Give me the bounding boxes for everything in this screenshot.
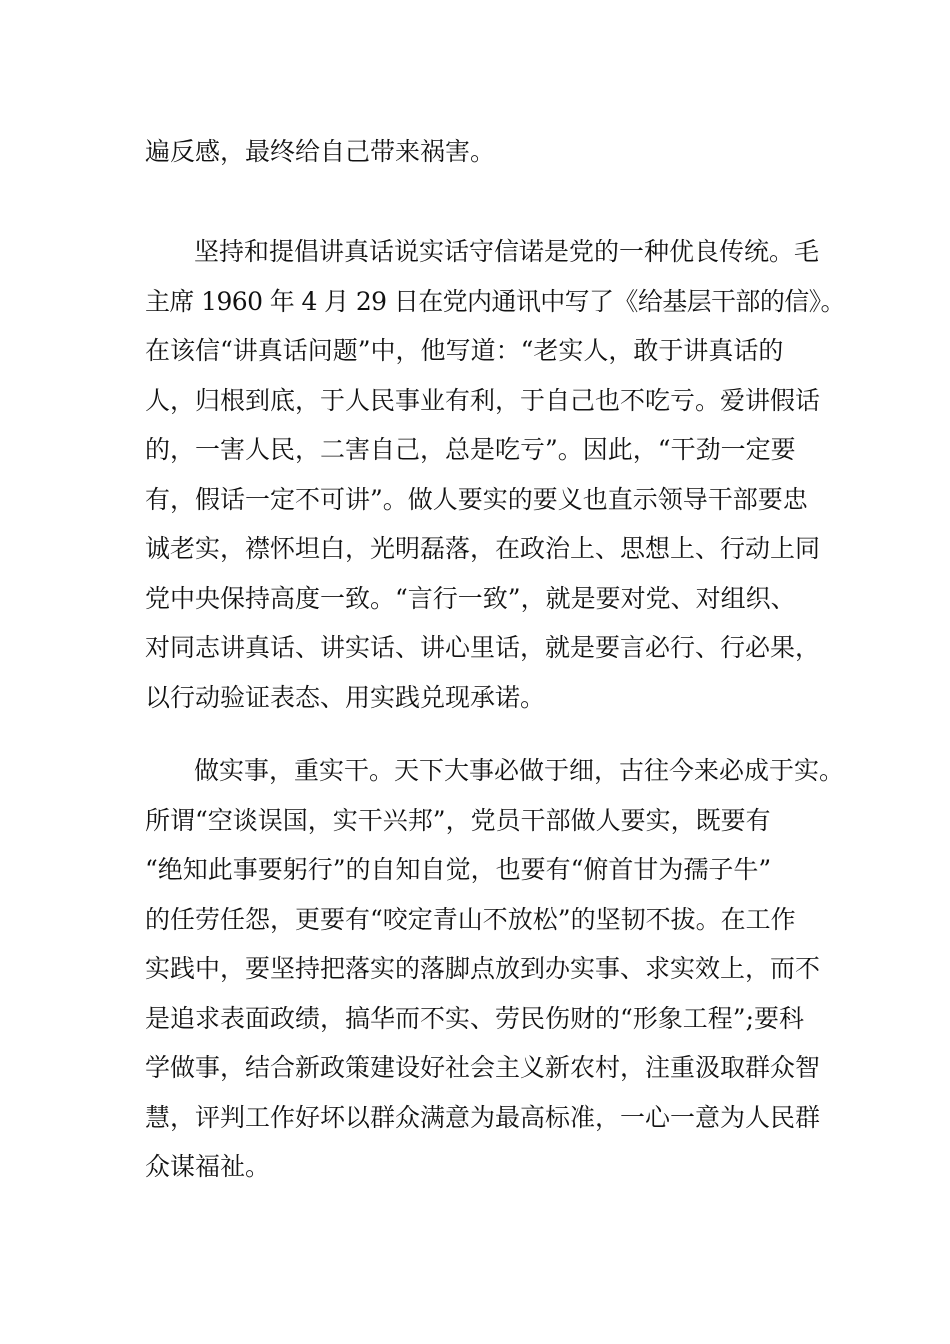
text-line: 的，一害人民，二害自己，总是吃亏”。因此，“干劲一定要 [145, 435, 796, 464]
text-line: 的任劳任怨，更要有“咬定青山不放松”的坚韧不拔。在工作 [145, 904, 796, 934]
text-line: 做实事，重实干。天下大事必做于细，古往今来必成于实。 [194, 756, 845, 785]
text-line: 坚持和提倡讲真话说实话守信诺是党的一种优良传统。毛 [194, 237, 820, 266]
paragraph-1 [145, 127, 810, 177]
text-line: 所谓“空谈误国，实干兴邦”，党员干部做人要实，既要有 [145, 805, 771, 835]
text-line: 是追求表面政绩，搞华而不实、劳民伤财的“形象工程”;要科 [145, 1003, 804, 1033]
text-line: 学做事，结合新政策建设好社会主义新农村，注重汲取群众智 [145, 1053, 821, 1082]
text-line: 人，归根到底，于人民事业有利，于自己也不吃亏。爱讲假话 [145, 385, 821, 415]
text-line: 慧，评判工作好坏以群众满意为最高标准，一心一意为人民群 [145, 1102, 821, 1132]
text-line: 党中央保持高度一致。“言行一致”，就是要对党、对组织、 [145, 583, 796, 613]
text-line: 遍反感，最终给自己带来祸害。 [145, 137, 496, 166]
text-line: 有，假话一定不可讲”。做人要实的要义也直示领导干部要忠 [145, 484, 808, 514]
text-line: 以行动验证表态、用实践兑现承诺。 [145, 682, 546, 712]
text-line: 对同志讲真话、讲实话、讲心里话，就是要言必行、行必果， [145, 633, 821, 662]
text-line: “绝知此事要躬行”的自知自觉，也要有“俯首甘为孺子牛” [145, 855, 772, 884]
text-line: 诚老实，襟怀坦白，光明磊落，在政治上、思想上、行动上同 [145, 534, 821, 563]
text-line: 众谋福祉。 [145, 1152, 271, 1181]
paragraph-2 [145, 227, 845, 722]
text-line: 在该信“讲真话问题”中，他写道：“老实人，敢于讲真话的 [145, 336, 784, 365]
text-line: 实践中，要坚持把落实的落脚点放到办实事、求实效上，而不 [145, 954, 821, 983]
text-line: 主席 1960 年 4 月 29 日在党内通讯中写了《给基层干部的信》。 [145, 286, 845, 316]
paragraph-3 [145, 746, 845, 1192]
